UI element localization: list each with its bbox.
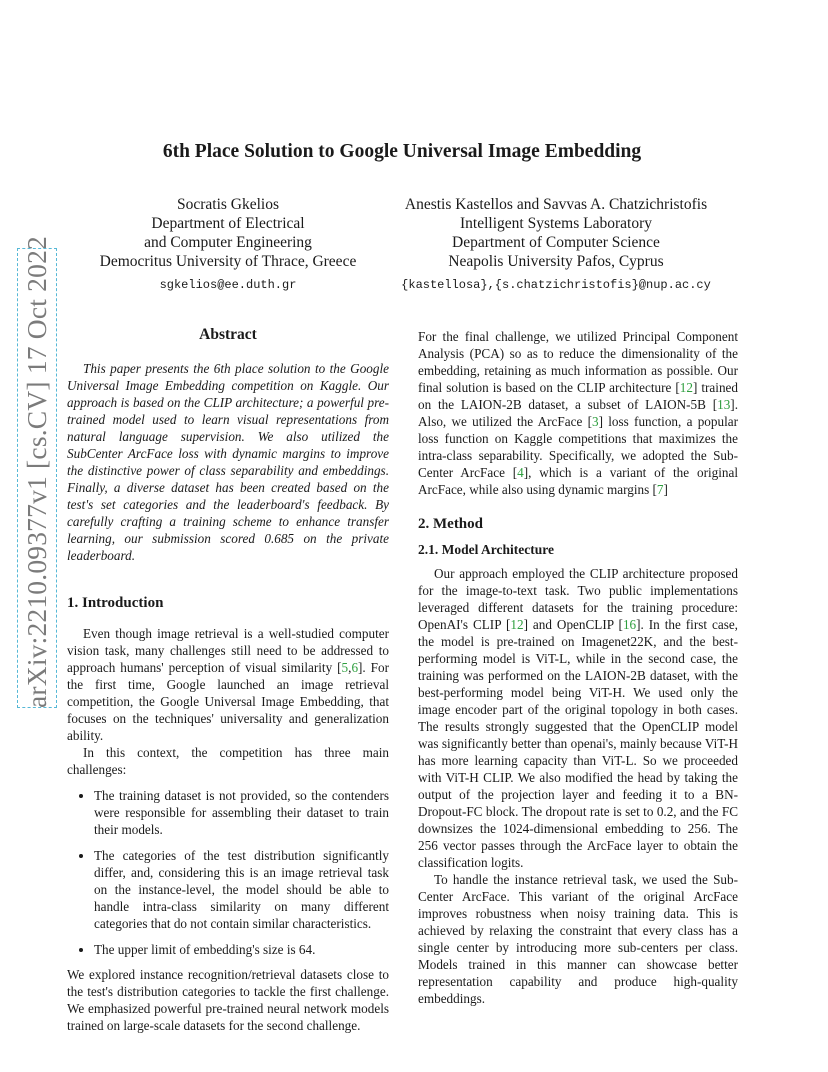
left-column [67, 326, 389, 1034]
intro-paragraph: We explored instance recognition/retrieval datasets close to the test's distribution categories to tackle the first challenge. We emphasized powerful pre-trained neural network models trained on large-scale datasets for the second challenge. [67, 967, 389, 1033]
body-paragraph: Our approach employed the CLIP architecture proposed for the image-to-text task. Two public implementations leveraged different datasets for the training procedure: OpenAI's CLIP [12] and OpenCLIP [16]. In the first case, the model is pre-trained on Imagenet22K, and the best-performing model is ViT-L, while in the second case, the training was performed on the LAION-2B dataset, with the best-performing model being ViT-H. We used only the image encoder part of the original topology in both cases. The results strongly suggested that the OpenCLIP model was significantly better than openai's, mainly because ViT-H has more learning capacity than ViT-L. So we proceeded with ViT-H CLIP. We also modified the head by taking the output of the projection layer and feeding it to a BN-Dropout-FC block. The dropout rate is set to 0.2, and the FC downsizes the 1024-dimensional embedding to 256. The 256 vector passes through the ArcFace layer to obtain the classification logits. [418, 566, 738, 870]
author-email: sgkelios@ee.duth.gr [159, 278, 297, 292]
challenge-item: • The training dataset is not provided, so the contenders were responsible for assembling their dataset to train their models. [94, 787, 389, 838]
citation-link[interactable]: 12 [679, 380, 693, 395]
author-affiliation: Department of Computer Science [452, 234, 660, 251]
section-heading-introduction: 1. Introduction [67, 595, 164, 611]
challenge-item: • The upper limit of embedding's size is 64. [94, 941, 389, 958]
citation-link[interactable]: 4 [517, 465, 524, 480]
author-affiliation: Intelligent Systems Laboratory [460, 215, 652, 232]
abstract-heading: Abstract [199, 326, 257, 343]
arxiv-identifier: arXiv:2210.09377v1 [cs.CV] 17 Oct 2022 [17, 248, 57, 708]
author-name: Socratis Gkelios [176, 196, 280, 213]
paper-title: 6th Place Solution to Google Universal Image Embedding [162, 141, 642, 162]
citation-link[interactable]: 13 [717, 397, 731, 412]
author-affiliation: and Computer Engineering [144, 234, 312, 251]
body-paragraph: For the final challenge, we utilized Principal Component Analysis (PCA) so as to reduce the dimensionality of the embedding, retaining as much information as possible. Our final solution is based on the CLIP architecture [12] trained on the LAION-2B dataset, a subset of LAION-5B [13]. Also, we utilized the ArcFace [3] loss function, a popular loss function on Kaggle competitions that maximizes the intra-class separability. Specifically, we adopted the Sub-Center ArcFace [4], which is a variant of the original ArcFace, while also using dynamic margins [7] [418, 329, 738, 497]
author-email: {kastellosa},{s.chatzichristofis}@nup.ac.cy [401, 278, 711, 292]
author-affiliation: Department of Electrical [151, 215, 305, 232]
citation-link[interactable]: 7 [656, 482, 664, 497]
citation-link[interactable]: 5 [341, 660, 349, 675]
author-affiliation: Democritus University of Thrace, Greece [99, 253, 357, 270]
citation-link[interactable]: 16 [622, 617, 637, 632]
abstract-text: This paper presents the 6th place solution to the Google Universal Image Embedding competition on Kaggle. Our approach is based on the CLIP architecture; a powerful pre-trained model used to learn visual representations from natural language supervision. We also utilized the SubCenter ArcFace loss with dynamic margins to improve the distinctive power of class separability and embeddings. Finally, a diverse dataset has been created based on the test's set categories and the leaderboard's feedback. By carefully crafting a training scheme to enhance transfer learning, our submission scored 0.685 on the private leaderboard. [67, 361, 389, 563]
author-block-right [392, 195, 720, 295]
author-name: Anestis Kastellos and Savvas A. Chatzichristofis [404, 196, 708, 213]
intro-paragraph: Even though image retrieval is a well-studied computer vision task, many challenges still need to be addressed to approach humans' perception of visual similarity [5,6]. For the first time, Google launched an image retrieval competition, the Google Universal Image Embedding, that focuses on the techniques' universality and generalization ability. [67, 626, 389, 743]
citation-link[interactable]: 12 [510, 617, 524, 632]
right-column [418, 328, 738, 1007]
intro-paragraph: In this context, the competition has three main challenges: [67, 745, 389, 777]
challenge-list [67, 787, 389, 958]
author-block-left [88, 195, 368, 295]
body-paragraph: To handle the instance retrieval task, we used the Sub-Center ArcFace. This variant of the original ArcFace improves robustness when noisy training data. This is achieved by relaxing the constraint that every class has a single center by introducing more sub-centers per class. Models trained in this manner can showcase better representation capability and produce high-quality embeddings. [418, 872, 738, 1006]
citation-link[interactable]: 6 [351, 660, 359, 675]
subsection-heading-model-architecture: 2.1. Model Architecture [418, 542, 554, 557]
section-heading-method: 2. Method [418, 516, 483, 532]
challenge-item: • The categories of the test distribution significantly differ, and, considering this is an image retrieval task on the instance-level, the model should be able to handle intra-class similarity on many different categories that do not contain similar characteristics. [94, 847, 389, 932]
citation-link[interactable]: 3 [591, 414, 599, 429]
author-affiliation: Neapolis University Pafos, Cyprus [448, 253, 664, 270]
